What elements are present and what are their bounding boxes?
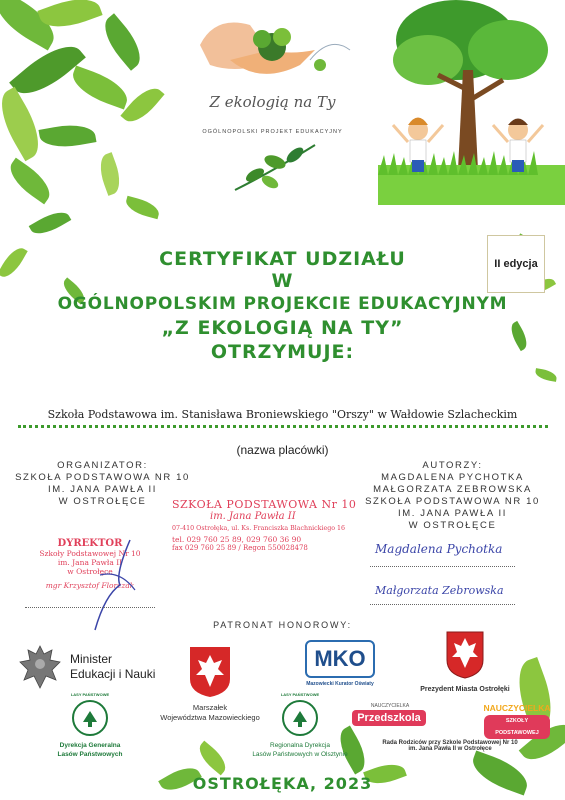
lasy-rdlp-logo (245, 692, 355, 768)
lasy-badge-text-2: LASY PAŃSTWOWE (280, 692, 320, 697)
author-signature-line-1 (370, 566, 515, 567)
authors-label: AUTORZY: (422, 460, 483, 471)
director-stamp-line-1: DYREKTOR (57, 538, 123, 549)
recipient-caption: (nazwa placówki) (236, 443, 329, 457)
lasy-dgp-logo (40, 692, 140, 768)
marszalek-line-1: Marszałek (192, 703, 228, 712)
organizer-line-3: W OSTROŁĘCE (58, 496, 147, 507)
lasy-badge-1 (72, 700, 108, 736)
patronage-label: PATRONAT HONOROWY: (213, 620, 352, 630)
author-signature-line-2 (370, 604, 515, 605)
title-line-1: CERTYFIKAT UDZIAŁU (159, 248, 406, 270)
mko-mark: MKO (305, 640, 375, 678)
eagle-emblem-icon (18, 642, 62, 692)
rada-rodzicow-text (355, 740, 545, 752)
nauczycielka-main: SZKOŁY PODSTAWOWEJ (484, 715, 550, 739)
lasy-badge-text-1: LASY PAŃSTWOWE (70, 692, 110, 697)
tree-icon (291, 710, 309, 728)
nauczycielka-top: NAUCZYCIELKA (483, 703, 551, 713)
school-stamp-line-5: fax 029 760 25 89 / Regon 550028478 (172, 544, 308, 552)
recipient-dotted-line (18, 425, 548, 428)
title-line-5: OTRZYMUJE: (210, 341, 355, 363)
ostroleka-shield-icon (445, 630, 485, 680)
organizer-line-2: IM. JANA PAWŁA II (47, 484, 158, 495)
director-stamp-line-2: Szkoły Podstawowej Nr 10 (39, 549, 141, 558)
nauczycielka-logo (482, 703, 552, 739)
minister-logo (18, 640, 168, 700)
school-stamp-line-2: im. Jana Pawła II (210, 511, 296, 522)
footer-city-year: OSTROŁĘKA, 2023 (192, 774, 373, 793)
mko-caption: Mazowiecki Kurator Oświaty (306, 681, 374, 687)
organizer-label: ORGANIZATOR: (57, 460, 148, 471)
recipient-name: Szkoła Podstawowa im. Stanisława Broniewskiego "Orszy" w Wałdowie Szlacheckim (47, 408, 518, 421)
lasy1-line-2: Lasów Państwowych (57, 751, 123, 758)
director-stamp-line-4: w Ostrołęce (67, 567, 113, 576)
lasy-badge-2 (282, 700, 318, 736)
authors-block (355, 460, 550, 532)
director-stamp-line-5: mgr Krzysztof Florczak (45, 581, 135, 590)
przedszkola-top: NAUCZYCIELKA (370, 703, 410, 709)
logo-subtitle: OGÓLNOPOLSKI PROJEKT EDUKACYJNY (202, 129, 343, 135)
minister-line-2: Edukacji i Nauki (70, 667, 156, 681)
marszalek-line-2: Województwa Mazowieckiego (160, 713, 260, 722)
school-stamp-line-1: SZKOŁA PODSTAWOWA Nr 10 (172, 498, 357, 511)
director-stamp-line-3: im. Jana Pawła II (57, 558, 123, 567)
title-line-3: OGÓLNOPOLSKIM PROJEKCIE EDUKACYJNYM (57, 294, 508, 314)
logo-script-title: Z ekologią na Ty (209, 93, 336, 111)
rada-line-2: im. Jana Pawła II w Ostrołęce (408, 746, 492, 752)
organizer-line-1: SZKOŁA PODSTAWOWA NR 10 (15, 472, 190, 483)
edition-label: II edycja (494, 258, 538, 270)
authors-line-3: SZKOŁA PODSTAWOWA NR 10 (365, 496, 540, 507)
project-logo (180, 5, 365, 195)
school-stamp (172, 498, 357, 552)
school-stamp-line-3: 07-410 Ostrołęka, ul. Ks. Franciszka Blachnickiego 16 (172, 525, 346, 532)
school-stamp-line-4: tel. 029 760 25 89, 029 760 36 90 (172, 535, 302, 544)
organizer-block (10, 460, 195, 508)
authors-line-4: IM. JANA PAWŁA II (397, 508, 508, 519)
certificate-title (0, 248, 565, 364)
author-signature-1: Magdalena Pychotka (375, 542, 503, 556)
mazowsze-shield-icon (188, 645, 232, 699)
lasy2-line-1: Regionalna Dyrekcja (270, 742, 330, 749)
przedszkola-main: Przedszkola (352, 710, 426, 726)
tree-icon (81, 710, 99, 728)
prezydent-caption: Prezydent Miasta Ostrołęki (420, 686, 510, 693)
minister-line-1: Minister (70, 652, 113, 666)
author-signature-2: Małgorzata Zebrowska (375, 584, 504, 597)
lasy2-line-2: Lasów Państwowych w Olsztynie (252, 751, 348, 758)
rada-line-1: Rada Rodziców przy Szkole Podstawowej Nr 10 (382, 740, 518, 746)
authors-line-2: MAŁGORZATA ZEBROWSKA (373, 484, 532, 495)
prezydent-logo (410, 630, 520, 700)
authors-line-5: W OSTROŁĘCE (408, 520, 497, 531)
przedszkola-logo (350, 703, 430, 733)
hands-plant-icon (180, 5, 365, 95)
kids-tree-illustration (378, 0, 565, 205)
mko-logo (300, 640, 380, 692)
title-line-4: „Z EKOLOGIĄ NA TY” (161, 317, 404, 339)
lasy1-line-1: Dyrekcja Generalna (59, 742, 121, 749)
leaf-sprig-icon (225, 140, 325, 195)
authors-line-1: MAGDALENA PYCHOTKA (381, 472, 524, 483)
director-signature-line (25, 607, 155, 608)
title-line-2: W (271, 270, 294, 292)
